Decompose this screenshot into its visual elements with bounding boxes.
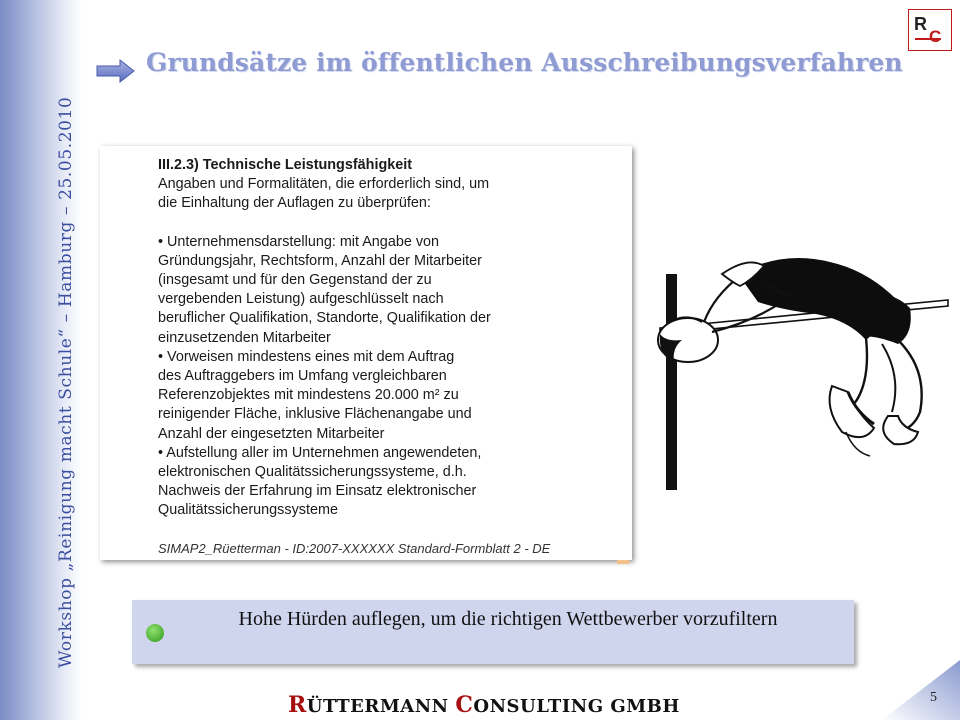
document-line: Qualitätssicherungssysteme <box>158 502 338 519</box>
page-number: 5 <box>930 690 937 705</box>
document-line: (insgesamt und für den Gegenstand der zu <box>158 272 432 289</box>
document-line: • Aufstellung aller im Unternehmen angewendeten, <box>158 444 482 461</box>
arrow-right-icon <box>96 58 136 84</box>
callout-text: Hohe Hürden auflegen, um die richtigen Wettbewerber vorzufiltern <box>238 608 778 630</box>
document-excerpt <box>100 146 632 560</box>
page-title: Grundsätze im öffentlichen Ausschreibungsverfahren <box>146 48 903 77</box>
document-line: vergebenden Leistung) aufgeschlüsselt nach <box>158 291 444 308</box>
logo-letter-c: C <box>929 27 942 46</box>
sidebar <box>0 0 82 720</box>
check-icon <box>146 624 164 642</box>
company-name-part2: ONSULTING GMBH <box>473 696 680 717</box>
document-footer: SIMAP2_Rüetterman - ID:2007-XXXXXX Standard-Formblatt 2 - DE <box>158 541 551 556</box>
document-body <box>158 175 622 520</box>
document-line: reinigender Fläche, inklusive Flächenangabe und <box>158 406 472 423</box>
page-corner-decoration <box>882 660 960 720</box>
document-line: Anzahl der eingesetzten Mitarbeiter <box>158 425 385 442</box>
document-tab-marker <box>617 560 629 564</box>
document-line: Angaben und Formalitäten, die erforderlich sind, um <box>158 176 490 193</box>
document-heading: III.2.3) Technische Leistungsfähigkeit <box>158 157 413 173</box>
high-jumper-illustration <box>652 236 952 496</box>
company-logo <box>908 9 952 51</box>
document-line: einzusetzenden Mitarbeiter <box>158 329 331 346</box>
logo-letter-r: R <box>914 14 927 34</box>
document-line <box>158 214 622 233</box>
document-line: • Vorweisen mindestens eines mit dem Auftrag <box>158 348 455 365</box>
document-line: beruflicher Qualifikation, Standorte, Qualifikation der <box>158 310 491 327</box>
company-initial-c: C <box>455 692 474 718</box>
document-line: die Einhaltung der Auflagen zu überprüfen: <box>158 195 431 212</box>
document-line: elektronischen Qualitätssicherungssysteme, d.h. <box>158 464 467 481</box>
callout-box <box>132 600 854 664</box>
sidebar-text: Workshop „Reinigung macht Schule“ – Hamburg – 25.05.2010 <box>56 96 76 668</box>
company-initial-r: R <box>288 692 307 718</box>
document-line: Nachweis der Erfahrung im Einsatz elektronischer <box>158 483 477 500</box>
document-line: Gründungsjahr, Rechtsform, Anzahl der Mitarbeiter <box>158 252 482 269</box>
company-name-part1: ÜTTERMANN <box>306 696 456 717</box>
document-line: • Unternehmensdarstellung: mit Angabe von <box>158 233 440 250</box>
document-line: des Auftraggebers im Umfang vergleichbaren <box>158 368 447 385</box>
company-name <box>288 692 680 718</box>
document-line: Referenzobjektes mit mindestens 20.000 m² zu <box>158 387 459 404</box>
